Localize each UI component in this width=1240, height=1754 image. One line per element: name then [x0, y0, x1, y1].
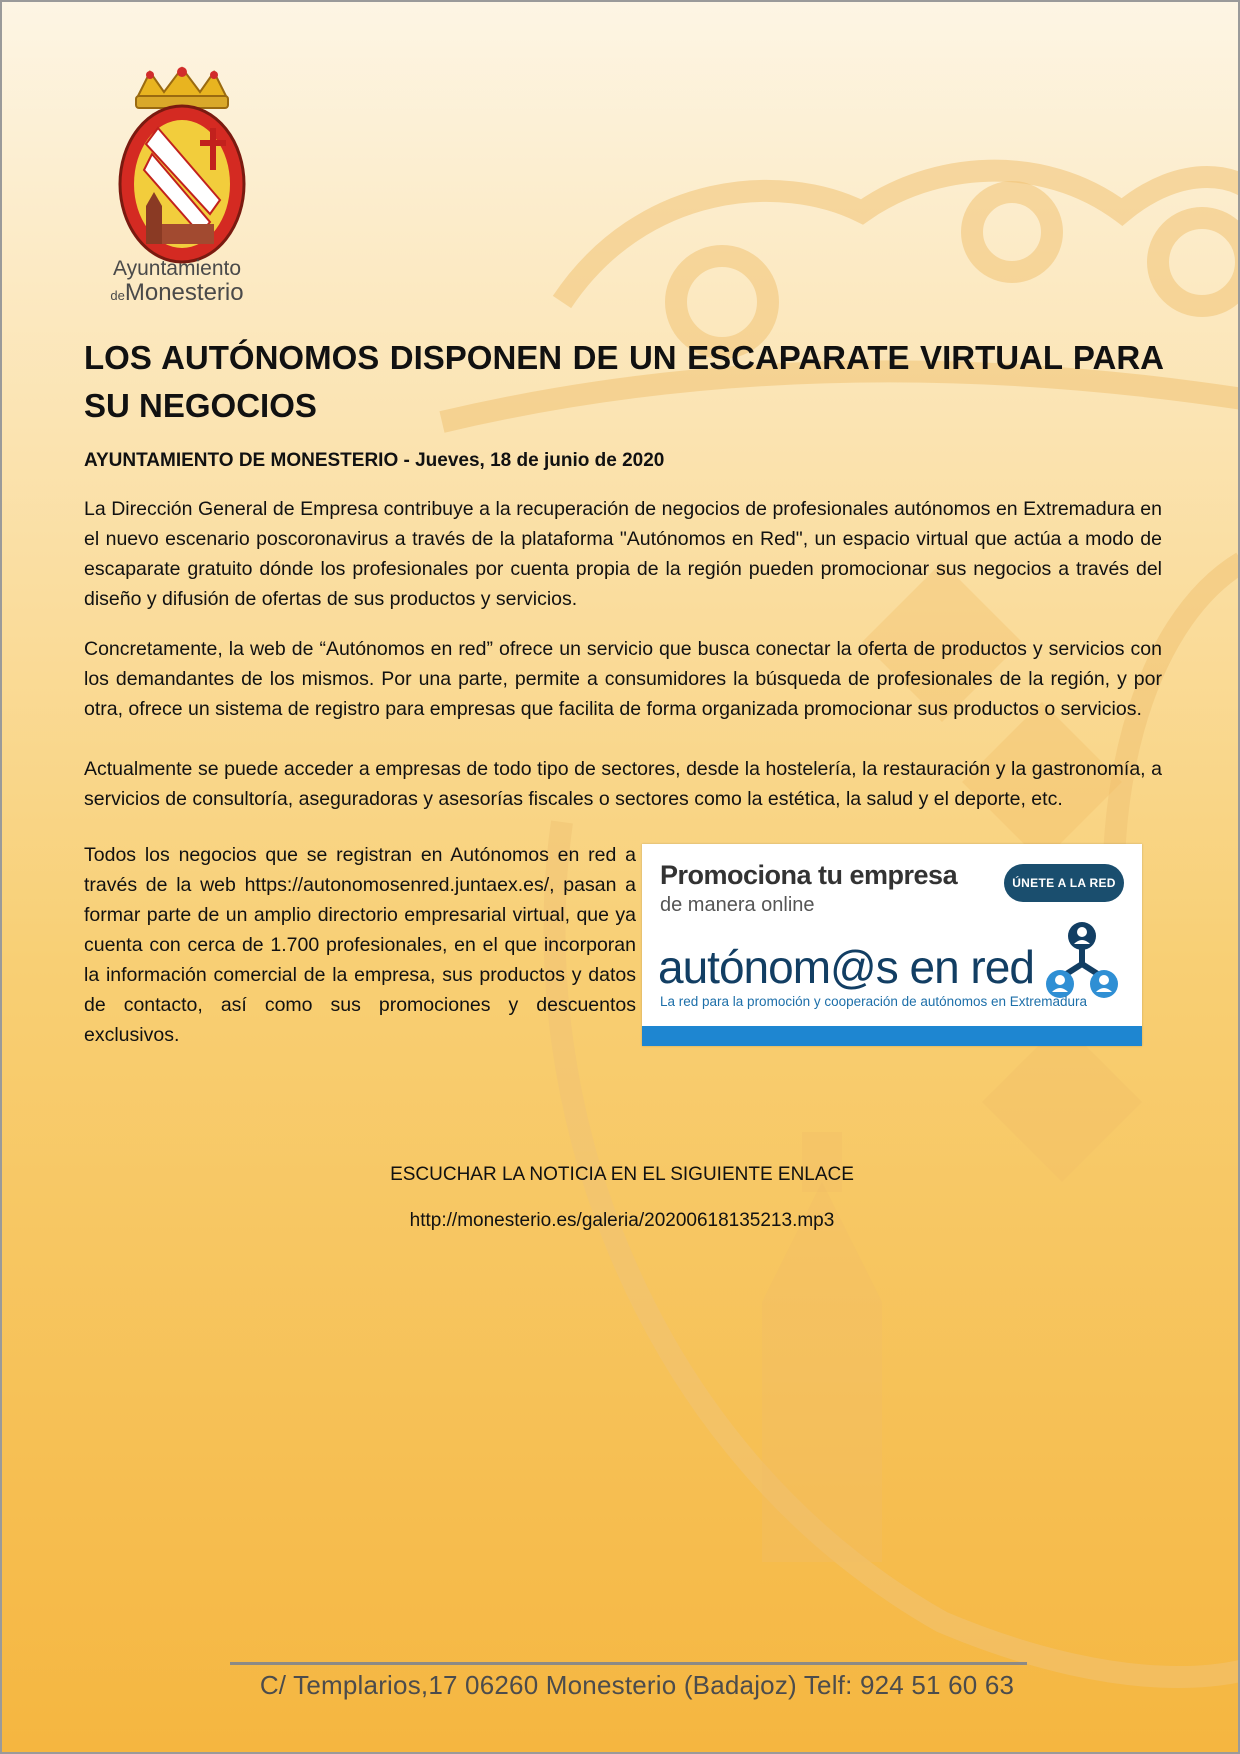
autonomos-en-red-banner[interactable] [642, 844, 1142, 1046]
banner-subtitle: de manera online [660, 894, 815, 916]
article-paragraph: Todos los negocios que se registran en Autónomos en red a través de la web https://autonomosenred.juntaex.es/, pasan a formar parte de un amplio directorio empresarial virtual, que ya cuenta con cerca de 1.700 profesionales, en el que incorporan la información comercial de la empresa, sus productos y datos de contacto, así como sus promociones y descuentos exclusivos. [84, 844, 636, 1046]
article-paragraph: Actualmente se puede acceder a empresas de todo tipo de sectores, desde la hostelería, la restauración y la gastronomía, a servicios de consultoría, aseguradoras y asesorías fiscales o sectores como la estética, la salud y el deporte, etc. [84, 758, 1162, 810]
logo-line-name: Monesterio [124, 279, 244, 307]
article-paragraph: Concretamente, la web de “Autónomos en red” ofrece un servicio que busca conectar la oferta de productos y servicios con los demandantes de los mismos. Por una parte, permite a consumidores la búsqueda de profesionales de la región, y por otra, ofrece un sistema de registro para empresas que facilita de forma organizada promocionar sus productos o servicios. [84, 638, 1162, 720]
banner-bottom-bar [642, 1026, 1142, 1046]
audio-news-link[interactable]: http://monesterio.es/galeria/20200618135213.mp3 [409, 1210, 835, 1231]
listen-news-label: ESCUCHAR LA NOTICIA EN EL SIGUIENTE ENLACE [390, 1164, 854, 1185]
footer-address: C/ Templarios,17 06260 Monesterio (Badajoz) Telf: 924 51 60 63 [259, 1670, 1015, 1700]
network-people-icon [1044, 920, 1120, 1000]
article-dateline: AYUNTAMIENTO DE MONESTERIO - Jueves, 18 de junio de 2020 [84, 450, 665, 471]
join-network-button[interactable]: ÚNETE A LA RED [1004, 864, 1124, 902]
logo-caption [102, 258, 252, 305]
banner-tagline: La red para la promoción y cooperación de autónomos en Extremadura [660, 994, 1088, 1009]
coat-of-arms-logo [102, 66, 262, 266]
logo-line-de: de [110, 288, 125, 304]
banner-brand-name: autónom@s en red [658, 941, 1034, 993]
banner-title: Promociona tu empresa [660, 860, 958, 890]
logo-line-ayuntamiento: Ayuntamiento [112, 257, 242, 280]
footer-divider [230, 1662, 1027, 1665]
article-paragraph: La Dirección General de Empresa contribuye a la recuperación de negocios de profesionales autónomos en Extremadura en el nuevo escenario poscoronavirus a través de la plataforma "Autónomos en Red", un espacio virtual que actúa a modo de escaparate gratuito dónde los profesionales por cuenta propia de la región pueden promocionar sus negocios a través del diseño y difusión de ofertas de sus productos y servicios. [84, 498, 1162, 610]
logo-line-monesterio [102, 280, 252, 305]
article-headline: LOS AUTÓNOMOS DISPONEN DE UN ESCAPARATE VIRTUAL PARA SU NEGOCIOS [84, 339, 1164, 424]
